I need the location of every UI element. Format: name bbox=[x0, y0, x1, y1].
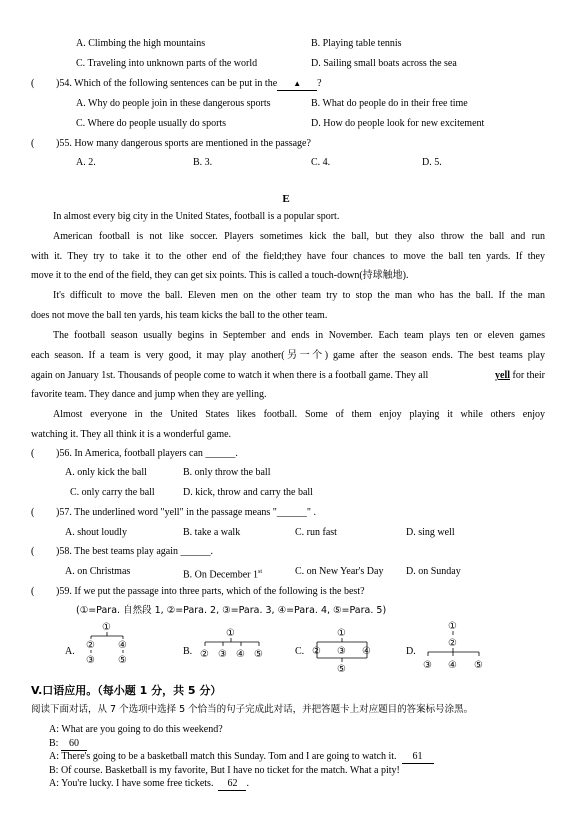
blank-61: 61 bbox=[402, 751, 434, 764]
circle-1: ① bbox=[337, 628, 346, 639]
q56-stem: )56. In America, football players can ______. bbox=[56, 448, 238, 459]
q54-option-b: B. What do people do in their free time bbox=[311, 98, 468, 109]
q57-option-b: B. take a walk bbox=[183, 527, 241, 538]
q53-option-b: B. Playing table tennis bbox=[311, 38, 402, 49]
q59-label-d: D. bbox=[406, 646, 416, 657]
q59-label-b: B. bbox=[183, 646, 193, 657]
circle-2: ② bbox=[448, 638, 457, 649]
q59-stem: )59. If we put the passage into three parts, which of the following is the best? bbox=[56, 586, 365, 597]
circle-4: ④ bbox=[362, 646, 371, 657]
dialog-line-3: A: There's going to be a basketball match this Sunday. Tom and I are going to watch it. 61 bbox=[49, 751, 434, 764]
circle-3: ③ bbox=[337, 646, 346, 657]
q59-legend: (①=Para. 自然段 1, ②=Para. 2, ③=Para. 3, ④=Para. 4, ⑤=Para. 5) bbox=[76, 605, 387, 616]
passage-e-p2-line1: American football is not like soccer. Players sometimes kick the ball, but they also throw the ball and run bbox=[53, 231, 545, 242]
q58-option-a: A. on Christmas bbox=[65, 566, 131, 577]
circle-1: ① bbox=[102, 622, 111, 633]
q58-option-b: B. On December 1st bbox=[183, 569, 262, 581]
circle-5: ⑤ bbox=[118, 655, 127, 666]
q55-option-a: A. 2. bbox=[76, 157, 96, 168]
circle-1: ① bbox=[226, 628, 235, 639]
circle-5: ⑤ bbox=[474, 660, 483, 671]
dialog-line-4: B: Of course. Basketball is my favorite, But I have no ticket for the match. What a pity! bbox=[49, 765, 400, 776]
q58-option-c: C. on New Year's Day bbox=[295, 566, 384, 577]
q53-option-a: A. Climbing the high mountains bbox=[76, 38, 206, 49]
q58-paren: ( bbox=[31, 546, 35, 557]
q55-stem: )55. How many dangerous sports are mentioned in the passage? bbox=[56, 138, 311, 149]
q57-paren: ( bbox=[31, 507, 35, 518]
q58-stem: )58. The best teams play again ______. bbox=[56, 546, 214, 557]
circle-3: ③ bbox=[218, 649, 227, 660]
q57-option-a: A. shout loudly bbox=[65, 527, 127, 538]
circle-2: ② bbox=[86, 640, 95, 651]
dialog-line-2: B: 60 bbox=[49, 738, 87, 751]
q59-label-c: C. bbox=[295, 646, 305, 657]
q55-paren: ( bbox=[31, 138, 35, 149]
q56-option-b: B. only throw the ball bbox=[183, 467, 271, 478]
q54-paren: ( bbox=[31, 78, 35, 89]
circle-5: ⑤ bbox=[254, 649, 263, 660]
circle-3: ③ bbox=[423, 660, 432, 671]
blank-60: 60 bbox=[61, 738, 87, 751]
passage-e-p3-line1: It's difficult to move the ball. Eleven men on the other team try to stop the man who has the ball. If the man bbox=[53, 290, 545, 301]
passage-e-p4-line3: again on January 1st. Thousands of people come to watch it when there is a football game. They all yell for their bbox=[31, 370, 545, 381]
q58-option-d: D. on Sunday bbox=[406, 566, 461, 577]
passage-e-p2-line3: move it to the end of the field, they can get six points. This is called a touch-down(持球触地). bbox=[31, 270, 409, 281]
q54-blank-triangle: ▲ bbox=[277, 78, 317, 91]
q57-stem: )57. The underlined word "yell" in the passage means "______" . bbox=[56, 507, 316, 518]
q56-option-a: A. only kick the ball bbox=[65, 467, 147, 478]
q54-option-d: D. How do people look for new excitement bbox=[311, 118, 485, 129]
q56-option-c: C. only carry the ball bbox=[70, 487, 155, 498]
q56-option-d: D. kick, throw and carry the ball bbox=[183, 487, 313, 498]
q59-diagram-c bbox=[309, 624, 379, 674]
passage-e-p3-line2: does not move the ball ten yards, his team kicks the ball to the other team. bbox=[31, 310, 328, 321]
dialog-line-1: A: What are you going to do this weekend? bbox=[49, 724, 223, 735]
circle-2: ② bbox=[200, 649, 209, 660]
circle-4: ④ bbox=[236, 649, 245, 660]
q53-option-d: D. Sailing small boats across the sea bbox=[311, 58, 457, 69]
q59-label-a: A. bbox=[65, 646, 75, 657]
q53-option-c: C. Traveling into unknown parts of the world bbox=[76, 58, 258, 69]
passage-e-p2-line2: with it. They try to take it to the other end of the field;they have four chances to move the ball ten yards. If they bbox=[31, 251, 545, 262]
q57-option-d: D. sing well bbox=[406, 527, 455, 538]
passage-e-p5-line2: watching it. They all think it is a wonderful game. bbox=[31, 429, 232, 440]
blank-62: 62 bbox=[218, 778, 246, 791]
passage-e-p4-line4: favorite team. They dance and jump when they are yelling. bbox=[31, 389, 267, 400]
q56-paren: ( bbox=[31, 448, 35, 459]
section-5-instruction: 阅读下面对话，从 7 个选项中选择 5 个恰当的句子完成此对话，并把答题卡上对应题目的答案标号涂黑。 bbox=[31, 704, 474, 715]
dialog-line-5: A: You're lucky. I have some free tickets. 62 . bbox=[49, 778, 249, 789]
q55-option-d: D. 5. bbox=[422, 157, 442, 168]
q59-diagram-a bbox=[80, 619, 130, 669]
q54-option-c: C. Where do people usually do sports bbox=[76, 118, 227, 129]
q59-diagram-d bbox=[419, 617, 487, 675]
passage-e-heading: E bbox=[282, 193, 290, 205]
q55-option-b: B. 3. bbox=[193, 157, 213, 168]
circle-2: ② bbox=[312, 646, 321, 657]
circle-4: ④ bbox=[118, 640, 127, 651]
q59-diagram-b bbox=[197, 624, 269, 664]
underlined-word-yell: yell bbox=[495, 370, 510, 381]
q55-option-c: C. 4. bbox=[311, 157, 331, 168]
circle-4: ④ bbox=[448, 660, 457, 671]
section-5-title: V.口语应用。（每小题 1 分，共 5 分） bbox=[31, 684, 222, 697]
q57-option-c: C. run fast bbox=[295, 527, 337, 538]
q59-paren: ( bbox=[31, 586, 35, 597]
q54-option-a: A. Why do people join in these dangerous sports bbox=[76, 98, 271, 109]
circle-3: ③ bbox=[86, 655, 95, 666]
passage-e-p1: In almost every big city in the United States, football is a popular sport. bbox=[53, 211, 340, 222]
passage-e-p5-line1: Almost everyone in the United States likes football. Some of them enjoy playing it while others enjoy bbox=[53, 409, 545, 420]
q54-stem: )54. Which of the following sentences can be put in the ▲ ? bbox=[56, 78, 322, 89]
circle-1: ① bbox=[448, 621, 457, 632]
passage-e-p4-line1: The football season usually begins in September and ends in November. Each team plays ten or eleven games bbox=[53, 330, 545, 341]
passage-e-p4-line2: each season. If a team is very good, it may play another(另一个) game after the season ends. The best teams play bbox=[31, 350, 545, 361]
circle-5: ⑤ bbox=[337, 664, 346, 674]
